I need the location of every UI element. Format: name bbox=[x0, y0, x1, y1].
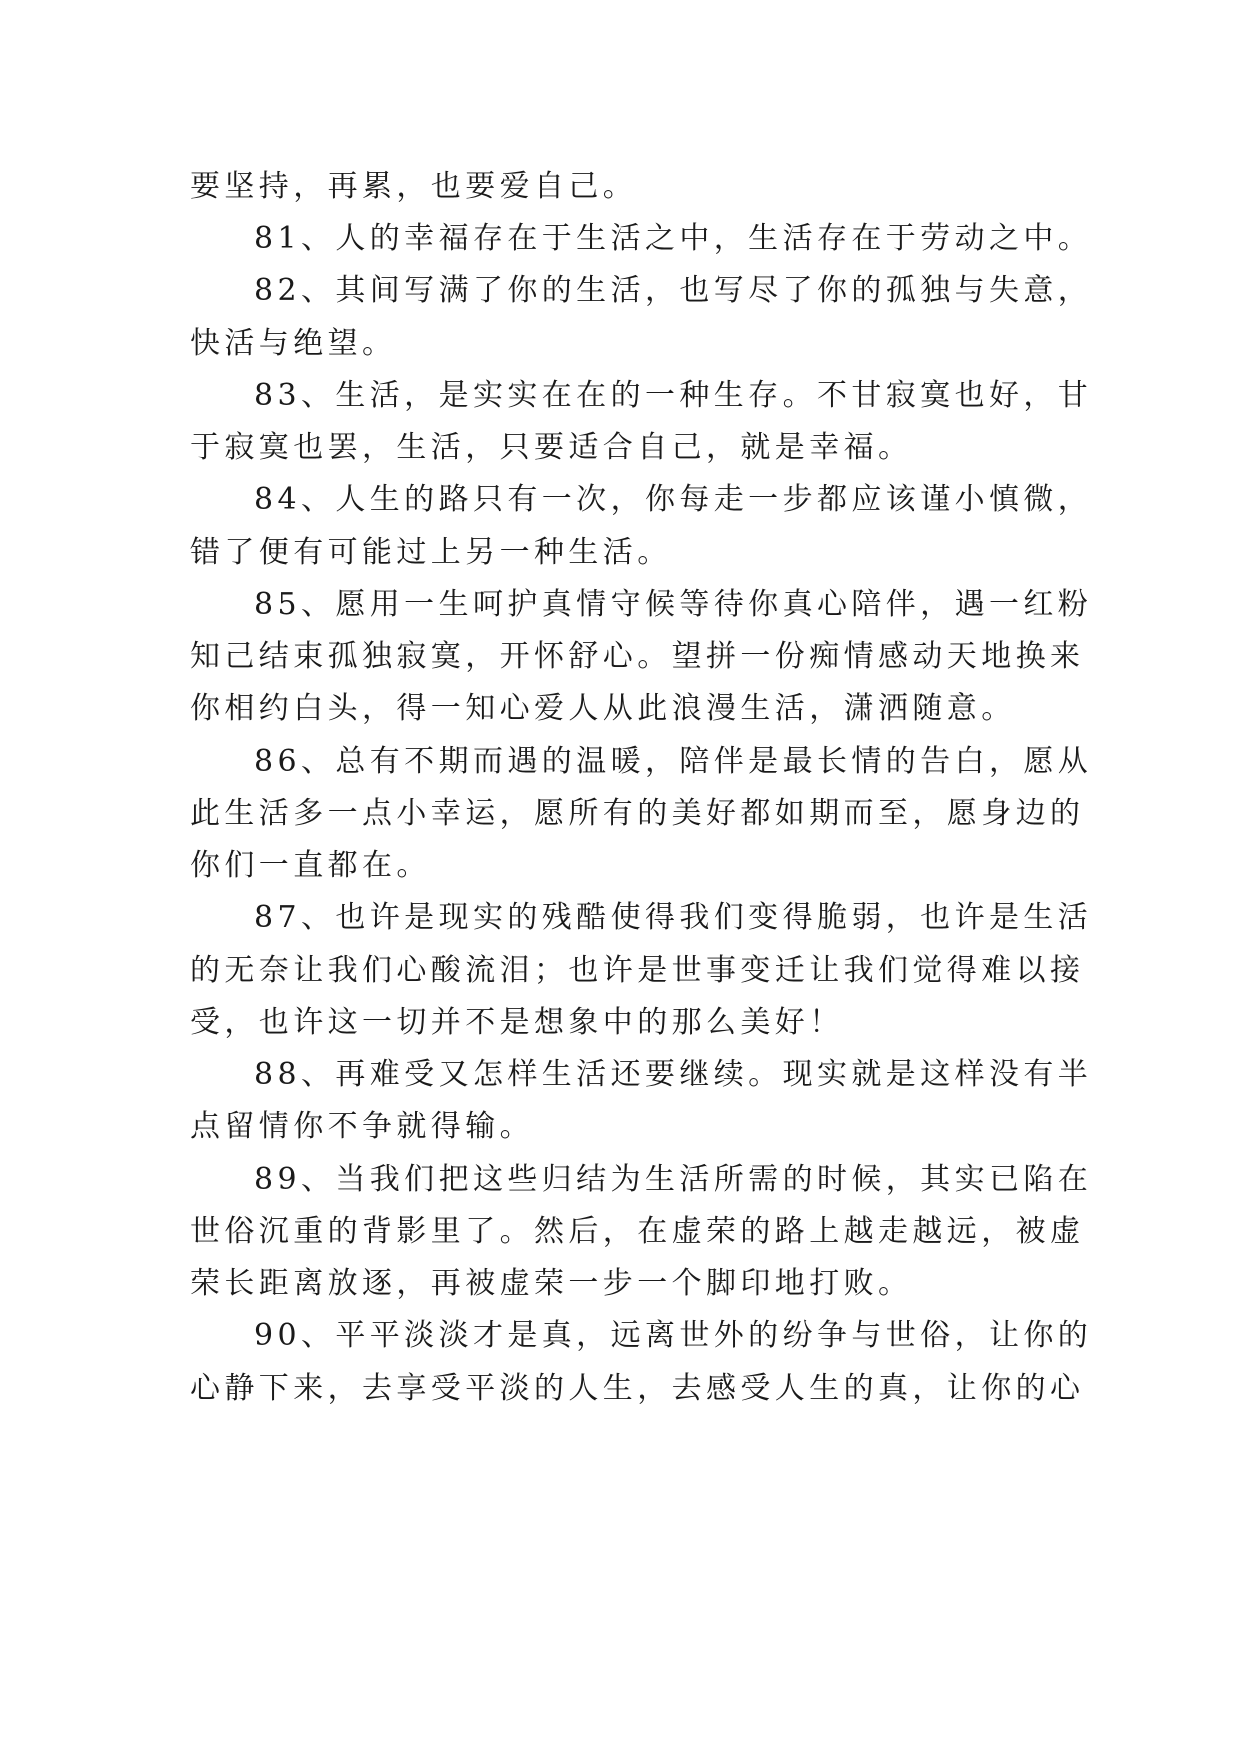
text-line: 你相约白头，得一知心爱人从此浪漫生活，潇洒随意。 bbox=[190, 691, 1016, 726]
text-line: 90、平平淡淡才是真，远离世外的纷争与世俗，让你的 bbox=[254, 1318, 1093, 1353]
text-line: 点留情你不争就得输。 bbox=[190, 1109, 534, 1144]
text-line: 你们一直都在。 bbox=[190, 848, 431, 883]
text-line: 86、总有不期而遇的温暖，陪伴是最长情的告白，愿从 bbox=[254, 744, 1093, 779]
text-line: 82、其间写满了你的生活，也写尽了你的孤独与失意， bbox=[254, 273, 1093, 308]
text-line: 于寂寞也罢，生活，只要适合自己，就是幸福。 bbox=[190, 430, 913, 465]
text-line: 荣长距离放逐，再被虚荣一步一个脚印地打败。 bbox=[190, 1266, 913, 1301]
text-line: 知己结束孤独寂寞，开怀舒心。望拼一份痴情感动天地换来 bbox=[190, 639, 1085, 674]
text-line: 的无奈让我们心酸流泪；也许是世事变迁让我们觉得难以接 bbox=[190, 953, 1085, 988]
text-line: 错了便有可能过上另一种生活。 bbox=[190, 535, 672, 570]
text-line: 83、生活，是实实在在的一种生存。不甘寂寞也好，甘 bbox=[254, 378, 1093, 413]
text-line: 87、也许是现实的残酷使得我们变得脆弱，也许是生活 bbox=[254, 900, 1093, 935]
text-line: 88、再难受又怎样生活还要继续。现实就是这样没有半 bbox=[254, 1057, 1093, 1092]
text-line: 世俗沉重的背影里了。然后，在虚荣的路上越走越远，被虚 bbox=[190, 1214, 1085, 1249]
text-line: 要坚持，再累，也要爱自己。 bbox=[190, 169, 638, 204]
text-line: 89、当我们把这些归结为生活所需的时候，其实已陷在 bbox=[254, 1162, 1093, 1197]
text-line: 85、愿用一生呵护真情守候等待你真心陪伴，遇一红粉 bbox=[254, 587, 1093, 622]
text-line: 81、人的幸福存在于生活之中，生活存在于劳动之中。 bbox=[254, 221, 1093, 256]
text-line: 心静下来，去享受平淡的人生，去感受人生的真，让你的心 bbox=[190, 1371, 1085, 1406]
text-line: 84、人生的路只有一次，你每走一步都应该谨小慎微， bbox=[254, 482, 1093, 517]
text-line: 受，也许这一切并不是想象中的那么美好！ bbox=[190, 1005, 844, 1040]
text-line: 快活与绝望。 bbox=[190, 326, 397, 361]
text-line: 此生活多一点小幸运，愿所有的美好都如期而至，愿身边的 bbox=[190, 796, 1085, 831]
